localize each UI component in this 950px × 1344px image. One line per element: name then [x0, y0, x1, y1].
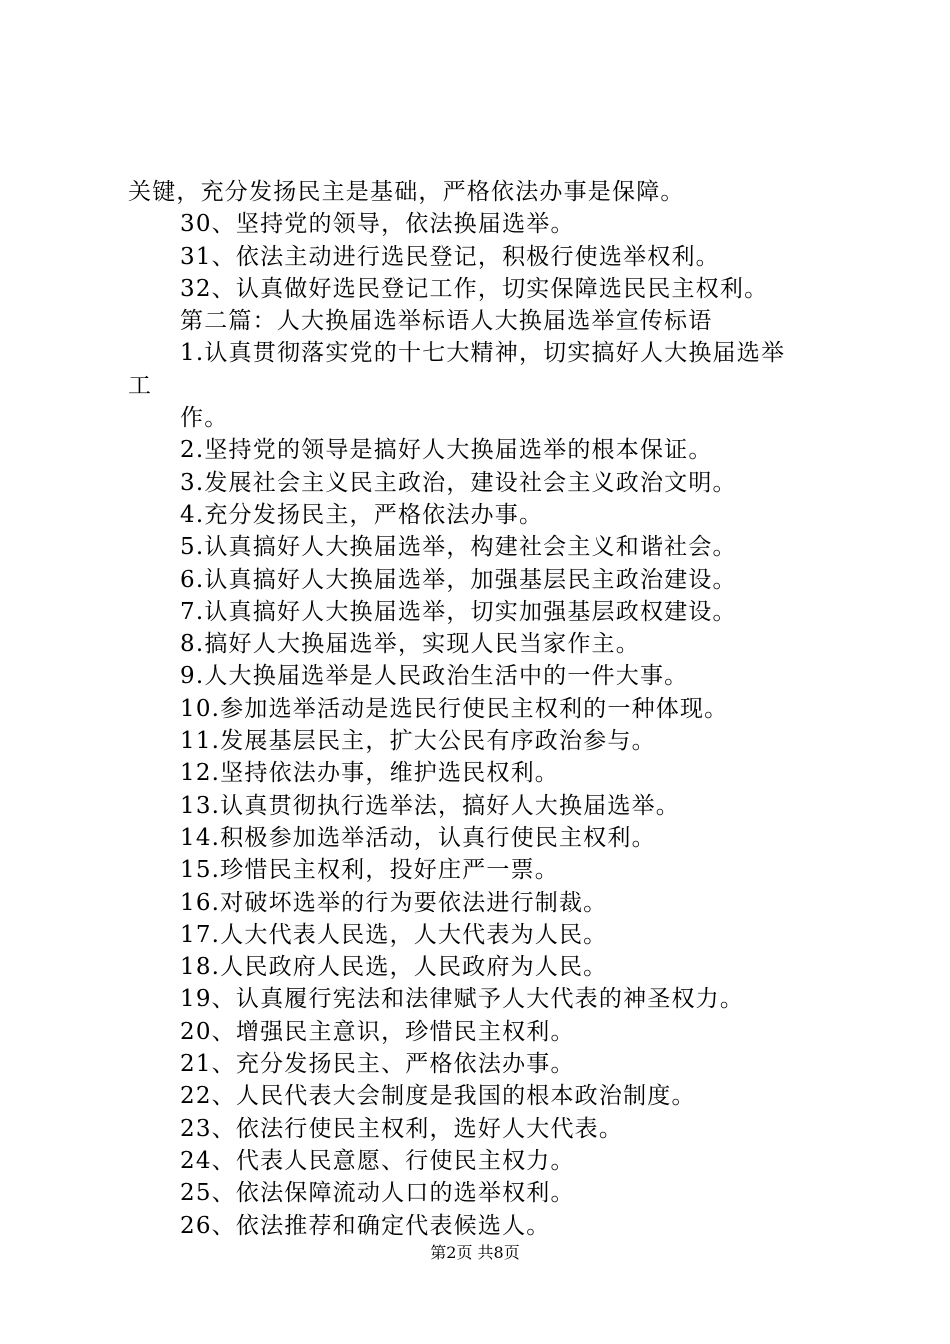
- list-item: 3.发展社会主义民主政治，建设社会主义政治文明。: [180, 469, 737, 496]
- page-footer: 第2页 共8页: [430, 1243, 520, 1262]
- list-item: 9.人大换届选举是人民政治生活中的一件大事。: [180, 663, 689, 690]
- list-item: 7.认真搞好人大换届选举，切实加强基层政权建设。: [180, 598, 737, 625]
- list-item: 13.认真贯彻执行选举法，搞好人大换届选举。: [180, 792, 680, 819]
- list-item: 5.认真搞好人大换届选举，构建社会主义和谐社会。: [180, 534, 737, 561]
- list-item: 18.人民政府人民选，人民政府为人民。: [180, 954, 608, 981]
- list-item: 25、依法保障流动人口的选举权利。: [180, 1180, 575, 1207]
- list-item-wrap: 工: [128, 372, 153, 399]
- list-item: 2.坚持党的领导是搞好人大换届选举的根本保证。: [180, 437, 713, 464]
- continuation-line: 关键，充分发扬民主是基础，严格依法办事是保障。: [128, 179, 685, 205]
- list-item: 31、依法主动进行选民登记，积极行使选举权利。: [180, 243, 720, 270]
- list-item-wrap: 作。: [180, 405, 229, 432]
- list-item: 22、人民代表大会制度是我国的根本政治制度。: [180, 1083, 696, 1110]
- list-item: 16.对破坏选举的行为要依法进行制裁。: [180, 889, 608, 916]
- list-item: 1.认真贯彻落实党的十七大精神，切实搞好人大换届选举: [180, 340, 786, 367]
- list-item: 17.人大代表人民选，人大代表为人民。: [180, 921, 608, 948]
- list-item: 26、依法推荐和确定代表候选人。: [180, 1212, 551, 1239]
- list-item: 24、代表人民意愿、行使民主权力。: [180, 1147, 575, 1174]
- list-item: 32、认真做好选民登记工作，切实保障选民民主权利。: [180, 275, 769, 302]
- list-item: 15.珍惜民主权利，投好庄严一票。: [180, 857, 559, 884]
- list-item: 21、充分发扬民主、严格依法办事。: [180, 1051, 575, 1078]
- list-item: 8.搞好人大换届选举，实现人民当家作主。: [180, 631, 640, 658]
- section-heading: 第二篇：人大换届选举标语人大换届选举宣传标语: [180, 308, 713, 335]
- list-item: 19、认真履行宪法和法律赋予人大代表的神圣权力。: [180, 986, 745, 1013]
- list-item: 4.充分发扬民主，严格依法办事。: [180, 501, 544, 528]
- list-item: 11.发展基层民主，扩大公民有序政治参与。: [180, 728, 656, 755]
- list-item: 14.积极参加选举活动，认真行使民主权利。: [180, 824, 656, 851]
- list-item: 20、增强民主意识，珍惜民主权利。: [180, 1018, 575, 1045]
- document-body: [128, 176, 848, 1242]
- list-item: 23、依法行使民主权利，选好人大代表。: [180, 1115, 624, 1142]
- list-item: 30、坚持党的领导，依法换届选举。: [180, 211, 575, 238]
- list-item: 6.认真搞好人大换届选举，加强基层民主政治建设。: [180, 566, 737, 593]
- list-item: 12.坚持依法办事，维护选民权利。: [180, 760, 559, 787]
- list-item: 10.参加选举活动是选民行使民主权利的一种体现。: [180, 695, 729, 722]
